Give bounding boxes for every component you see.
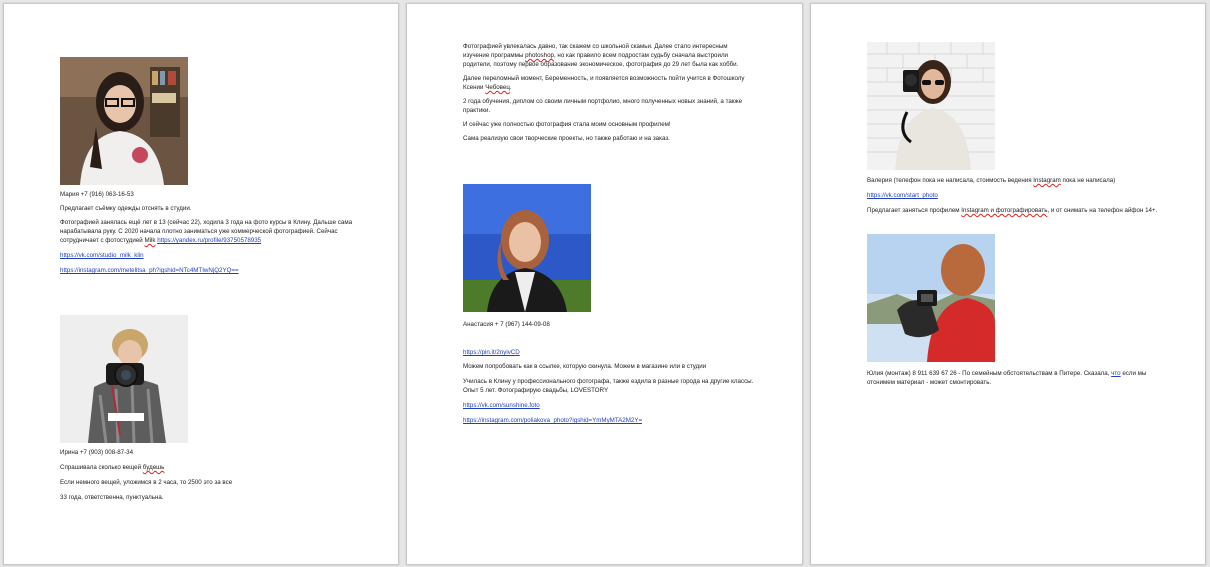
intro-p2-line-1: Далее переломный момент, Беременность, и появляется возможность пойти учится в Фотошколу: [463, 75, 745, 82]
maria-yandex-link[interactable]: https://yandex.ru/profile/93750578935: [157, 237, 262, 244]
document-page-3: [810, 3, 1206, 565]
intro-p1-line-2: [463, 51, 793, 60]
maria-contact: Мария +7 (916) 063-16-53: [60, 191, 134, 198]
maria-bio-prefix: сотрудничает с фотостудией: [60, 237, 145, 244]
intro-p3-line-2: практики.: [463, 107, 491, 114]
intro-photoshop-word: photoshop: [525, 52, 554, 59]
valeria-photo: [867, 42, 995, 170]
maria-offer: Предлагает съёмку одежды отснять в студии.: [60, 205, 192, 212]
intro-p1-line-1: Фотографией увлекалась давно, так скажем со школьной скамьи. Далее стало интересным: [463, 43, 728, 50]
irina-question-word: будешь: [142, 464, 165, 471]
intro-section: [463, 42, 793, 143]
yulia-line-1: [867, 369, 1197, 378]
yulia-line-1-suffix: если мы: [1120, 370, 1147, 377]
maria-instagram-link[interactable]: https://instagram.com/metelitsa_ph?igshid=NTc4MTIwNjQ2YQ==: [60, 267, 239, 274]
intro-p3-line-1: 2 года обучения, диплом со своим личным портфолио, много полученных новых знаний, а также: [463, 98, 743, 105]
anastasia-instagram-link[interactable]: https://instagram.com/poliakova_photo?igshid=YmMyMTA2M2Y=: [463, 417, 643, 424]
intro-p2-line-2: [463, 83, 793, 92]
anastasia-bio-line-1: Училась в Клину у профессионального фотографа, также ездила в разные города на другие классы.: [463, 378, 754, 385]
document-page-1: [3, 3, 399, 565]
document-page-2: [406, 3, 803, 565]
anastasia-offer: Можем попробовать как в ссылке, которую скинула. Можем в магазине или в студии: [463, 363, 707, 370]
maria-vk-link[interactable]: https://vk.com/studio_milk_klin: [60, 252, 144, 259]
intro-p1-prefix: изучение программы: [463, 52, 526, 59]
intro-p4: И сейчас уже полностью фотография стала моим основным профилем!: [463, 121, 671, 128]
valeria-contact-prefix: Валерия (телефон пока не написала, стоимость ведения: [867, 177, 1034, 184]
yulia-photo-image: [867, 234, 995, 362]
irina-section: [60, 448, 390, 502]
yulia-line-2: отснимем материал - может смонтировать.: [867, 379, 992, 386]
anastasia-pin-link[interactable]: https://pin.it/2nyivCD: [463, 349, 520, 356]
maria-bio-line-3: [60, 236, 390, 245]
irina-photo-image: [60, 315, 188, 443]
irina-contact: Ирина +7 (903) 008-87-34: [60, 449, 134, 456]
anastasia-vk-link[interactable]: https://vk.com/sunshine.foto: [463, 402, 540, 409]
anastasia-photo-image: [463, 184, 591, 312]
valeria-vk-link[interactable]: https://vk.com/start_photo: [867, 192, 938, 199]
anastasia-bio-line-2: Опыт 5 лет. Фотографирую свадьбы, LOVESTORY: [463, 387, 609, 394]
intro-p1-line-3: родители, поэтому первое образование экономическое, фотография до 29 лет была как хобби.: [463, 61, 739, 68]
intro-p2-prefix: Ксении: [463, 84, 486, 91]
maria-photo-image: [60, 57, 188, 185]
maria-section: [60, 190, 390, 275]
irina-question-prefix: Спрашивала сколько вещей: [60, 464, 143, 471]
maria-bio-line-1: Фотографией занялась ещё лет в 13 (сейчас 22), ходила 3 года на фото курсы в Клину. Дальше сама: [60, 219, 353, 226]
anastasia-section: [463, 320, 793, 425]
valeria-offer-prefix: Предлагает заняться профилем: [867, 207, 962, 214]
yulia-line-1-prefix: Юлия (монтаж) 8 911 639 67 26 - По семейным обстоятельствам в Питере. Сказала,: [867, 370, 1112, 377]
irina-about: 33 года, ответственна, пунктуальна.: [60, 494, 164, 501]
intro-teacher-name: Чебовец: [485, 84, 510, 91]
valeria-contact-suffix: пока не написала): [1060, 177, 1116, 184]
maria-studio-name: Milk: [144, 237, 156, 244]
valeria-offer-suffix: , и от снимать на телефон айфон 14+.: [1047, 207, 1158, 214]
intro-p5: Сама реализую свои творческие проекты, но также работаю и на заказ.: [463, 135, 670, 142]
irina-question: [60, 463, 390, 472]
valeria-offer: [867, 206, 1197, 215]
valeria-instagram-word: Instagram: [1033, 177, 1061, 184]
yulia-section: [867, 369, 1197, 387]
irina-answer: Если немного вещей, уложимся в 2 часа, то 2500 это за все: [60, 479, 233, 486]
yulia-photo: [867, 234, 995, 362]
maria-photo: [60, 57, 188, 185]
intro-p2-suffix: .: [509, 84, 512, 91]
intro-p1-suffix: , но как правило всем подростам судьбу сначала выстроили: [553, 52, 729, 59]
maria-bio-line-2: нарабатывала руку. С 2020 начала плотно заниматься уже коммерческой фотографией. Сейчас: [60, 228, 338, 235]
irina-photo: [60, 315, 188, 443]
anastasia-photo: [463, 184, 591, 312]
yulia-what-word: что: [1111, 370, 1121, 377]
valeria-contact: [867, 176, 1197, 185]
valeria-section: [867, 176, 1197, 215]
valeria-offer-word: Instagram и фотографировать: [961, 207, 1048, 214]
valeria-photo-image: [867, 42, 995, 170]
anastasia-contact: Анастасия + 7 (967) 144-09-08: [463, 321, 550, 328]
